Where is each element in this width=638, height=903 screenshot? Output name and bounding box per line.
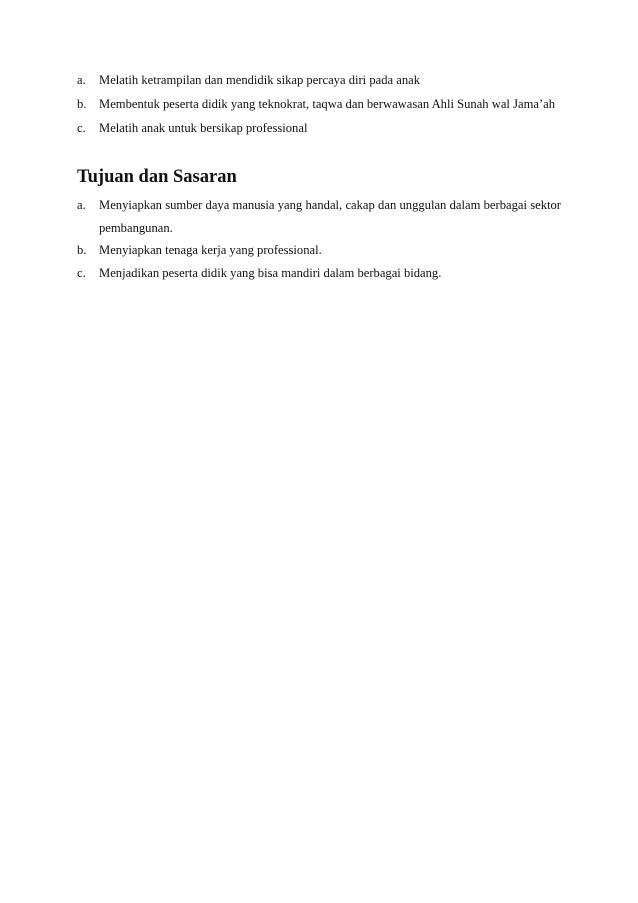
list-item [77, 92, 561, 116]
list-item [77, 262, 561, 285]
list-item [77, 239, 561, 262]
list-item-text: Menjadikan peserta didik yang bisa mandiri dalam berbagai bidang. [99, 265, 442, 280]
list-marker: b. [77, 97, 87, 111]
section-heading: Tujuan dan Sasaran [77, 167, 237, 187]
goals-list [77, 194, 561, 284]
list-marker: b. [77, 243, 87, 257]
list-marker: a. [77, 198, 86, 212]
list-item-text: Melatih ketrampilan dan mendidik sikap percaya diri pada anak [99, 73, 421, 87]
list-item [77, 194, 561, 239]
document-page [77, 68, 561, 284]
list-item-text: Menyiapkan tenaga kerja yang professional. [99, 243, 322, 257]
list-marker: c. [77, 265, 86, 280]
list-marker: c. [77, 121, 86, 135]
list-item [77, 68, 561, 92]
list-marker: a. [77, 73, 86, 87]
objectives-list [77, 68, 561, 140]
list-item-text: Membentuk peserta didik yang teknokrat, taqwa dan berwawasan Ahli Sunah wal Jama’ah [99, 97, 556, 111]
list-item-text: Menyiapkan sumber daya manusia yang handal, cakap dan unggulan dalam berbagai sektor pembangunan. [99, 198, 561, 235]
list-item [77, 116, 561, 140]
list-item-text: Melatih anak untuk bersikap professional [99, 121, 308, 135]
